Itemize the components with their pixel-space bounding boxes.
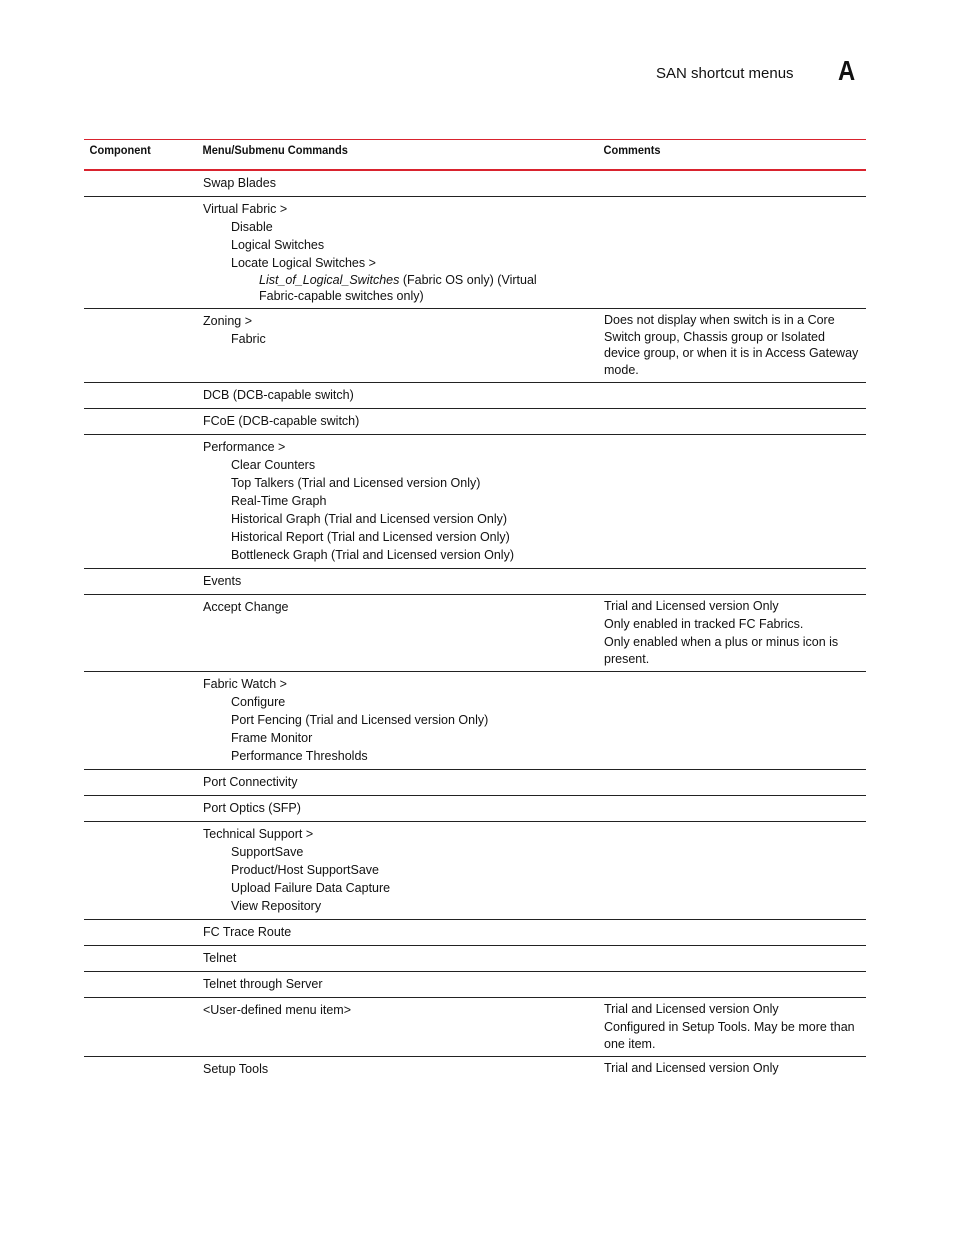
menu-command: DCB (DCB-capable switch) — [203, 388, 354, 402]
submenu-command: Port Fencing (Trial and Licensed version Only) — [231, 713, 489, 727]
shortcut-menu-table — [84, 139, 866, 1082]
menu-command: Setup Tools — [203, 1062, 269, 1076]
component-cell — [84, 949, 197, 967]
submenu-command: Performance Thresholds — [231, 749, 368, 763]
submenu-command: Historical Report (Trial and Licensed version Only) — [231, 530, 510, 544]
comment-line: Trial and Licensed version Only — [604, 1002, 779, 1016]
table-row — [84, 595, 866, 672]
menu-command: Virtual Fabric > — [203, 202, 288, 216]
table-row — [84, 822, 866, 920]
comments-cell — [598, 949, 866, 967]
commands-cell — [197, 1001, 598, 1052]
menu-command: FC Trace Route — [203, 925, 292, 939]
submenu-command: Clear Counters — [231, 458, 316, 472]
commands-cell — [197, 412, 598, 430]
submenu-command: Product/Host SupportSave — [231, 863, 379, 877]
comment-line: mode. — [604, 362, 639, 377]
table-header-row — [84, 140, 866, 171]
comment-line: Does not display when switch is in a Core — [604, 313, 835, 327]
table-row — [84, 1057, 866, 1082]
comments-cell — [598, 312, 866, 378]
component-cell — [84, 675, 197, 765]
comments-cell — [598, 412, 866, 430]
menu-command: Swap Blades — [203, 176, 276, 190]
comment-line: Configured in Setup Tools. May be more than — [604, 1020, 855, 1034]
submenu-command: SupportSave — [231, 845, 304, 859]
submenu-command: Bottleneck Graph (Trial and Licensed version Only) — [231, 548, 515, 562]
component-cell — [84, 923, 197, 941]
component-cell — [84, 572, 197, 590]
commands-cell — [197, 975, 598, 993]
component-cell — [84, 174, 197, 192]
submenu-command: Configure — [231, 695, 286, 709]
comment-line: Only enabled in tracked FC Fabrics. — [604, 617, 804, 631]
component-cell — [84, 799, 197, 817]
component-cell — [84, 438, 197, 564]
table-row — [84, 796, 866, 822]
comment-line: Trial and Licensed version Only — [604, 599, 779, 613]
commands-cell — [197, 825, 598, 915]
comment-line: Trial and Licensed version Only — [604, 1061, 779, 1075]
column-header-component: Component — [89, 143, 151, 157]
comment-line: Switch group, Chassis group or Isolated — [604, 329, 825, 344]
component-cell — [84, 312, 197, 378]
commands-cell — [197, 799, 598, 817]
commands-cell — [197, 200, 598, 304]
menu-command: Port Optics (SFP) — [203, 801, 301, 815]
comments-cell — [598, 923, 866, 941]
table-row — [84, 672, 866, 770]
logical-switch-list-qualifier: (Fabric OS only) (Virtual — [399, 273, 537, 287]
submenu-command: View Repository — [231, 899, 322, 913]
comments-cell — [598, 200, 866, 304]
submenu-command: Top Talkers (Trial and Licensed version Only) — [231, 476, 481, 490]
comments-cell — [598, 825, 866, 915]
table-row — [84, 409, 866, 435]
comments-cell — [598, 1001, 866, 1052]
menu-command: Zoning > — [203, 314, 252, 328]
submenu-command: Real-Time Graph — [231, 494, 327, 508]
column-header-comments: Comments — [603, 143, 661, 157]
comments-cell — [598, 174, 866, 192]
table-row — [84, 309, 866, 383]
commands-cell — [197, 598, 598, 667]
table-row — [84, 383, 866, 409]
component-cell — [84, 825, 197, 915]
running-header-title: SAN shortcut menus — [656, 65, 794, 82]
commands-cell — [197, 438, 598, 564]
comments-cell — [598, 438, 866, 564]
submenu-command: Fabric — [231, 332, 266, 346]
comment-line: present. — [604, 651, 650, 666]
comments-cell — [598, 773, 866, 791]
appendix-letter: A — [838, 55, 856, 86]
comment-line: one item. — [604, 1036, 656, 1051]
component-cell — [84, 1001, 197, 1052]
menu-command: Accept Change — [203, 600, 289, 614]
submenu-command: Upload Failure Data Capture — [231, 881, 391, 895]
logical-switch-list-variable: List_of_Logical_Switches — [259, 273, 400, 287]
commands-cell — [197, 949, 598, 967]
comment-line: device group, or when it is in Access Gateway — [604, 346, 859, 360]
component-cell — [84, 200, 197, 304]
menu-command: <User-defined menu item> — [203, 1003, 351, 1017]
commands-cell — [197, 773, 598, 791]
commands-cell — [197, 386, 598, 404]
table-row — [84, 197, 866, 309]
submenu-command: Logical Switches — [231, 238, 325, 252]
commands-cell — [197, 312, 598, 378]
submenu-command: Frame Monitor — [231, 731, 313, 745]
component-cell — [84, 975, 197, 993]
menu-command: Performance > — [203, 440, 286, 454]
commands-cell — [197, 174, 598, 192]
submenu-command: Disable — [231, 220, 273, 234]
table-row — [84, 435, 866, 569]
menu-command: Fabric Watch > — [203, 677, 287, 691]
comments-cell — [598, 799, 866, 817]
comments-cell — [598, 386, 866, 404]
component-cell — [84, 598, 197, 667]
component-cell — [84, 773, 197, 791]
comments-cell — [598, 675, 866, 765]
component-cell — [84, 1060, 197, 1078]
comments-cell — [598, 1060, 866, 1078]
table-row — [84, 946, 866, 972]
commands-cell — [197, 1060, 598, 1078]
submenu-command: Historical Graph (Trial and Licensed version Only) — [231, 512, 508, 526]
table-row — [84, 569, 866, 595]
table-row — [84, 998, 866, 1057]
menu-command: Telnet — [203, 951, 237, 965]
logical-switch-list-note — [203, 272, 598, 304]
component-cell — [84, 412, 197, 430]
submenu-command: Locate Logical Switches > — [231, 256, 376, 270]
comments-cell — [598, 572, 866, 590]
menu-command: Technical Support > — [203, 827, 314, 841]
menu-command: Port Connectivity — [203, 775, 298, 789]
logical-switch-list-qualifier-line2: Fabric-capable switches only) — [259, 289, 424, 303]
column-header-commands: Menu/Submenu Commands — [202, 143, 348, 157]
table-row — [84, 171, 866, 197]
menu-command: FCoE (DCB-capable switch) — [203, 414, 360, 428]
comments-cell — [598, 598, 866, 667]
component-cell — [84, 386, 197, 404]
table-row — [84, 972, 866, 998]
table-row — [84, 920, 866, 946]
comments-cell — [598, 975, 866, 993]
table-row — [84, 770, 866, 796]
commands-cell — [197, 675, 598, 765]
menu-command: Events — [203, 574, 242, 588]
commands-cell — [197, 923, 598, 941]
menu-command: Telnet through Server — [203, 977, 323, 991]
comment-line: Only enabled when a plus or minus icon is — [604, 635, 839, 649]
commands-cell — [197, 572, 598, 590]
